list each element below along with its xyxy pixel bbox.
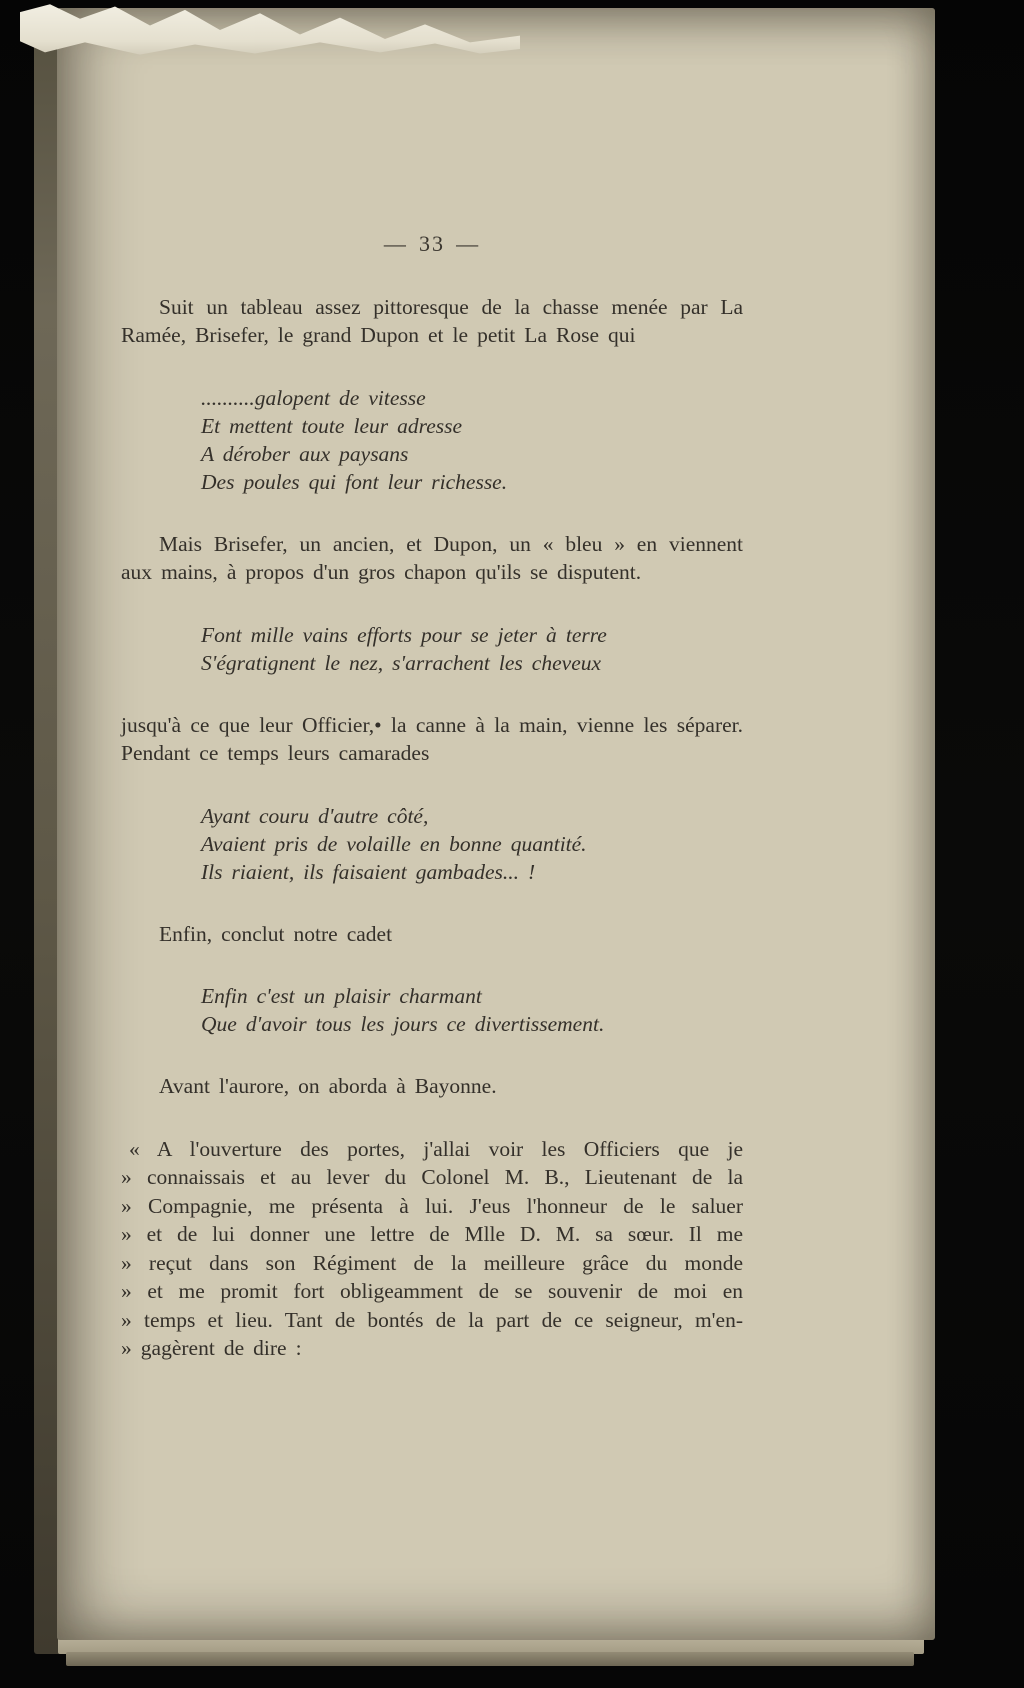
quote-line: » gagèrent de dire : <box>121 1336 302 1360</box>
verse-line: Et mettent toute leur adresse <box>201 413 463 438</box>
verse-stanza <box>201 802 743 886</box>
paragraph: jusqu'à ce que leur Officier,• la canne à la main, vienne les séparer. Pendant ce temps leurs camarades <box>121 712 743 765</box>
quote-line: » Compagnie, me présenta à lui. J'eus l'honneur de le saluer <box>121 1193 743 1218</box>
verse-line: Ayant couru d'autre côté, <box>201 803 429 828</box>
paragraph: Suit un tableau assez pittoresque de la chasse menée par La Ramée, Brisefer, le grand Dupon et le petit La Rose qui <box>121 294 743 347</box>
paragraph: Avant l'aurore, on aborda à Bayonne. <box>159 1074 497 1098</box>
book-page <box>57 8 935 1640</box>
stacked-page-edge <box>66 1652 914 1666</box>
quote-line: « A l'ouverture des portes, j'allai voir les Officiers que je <box>129 1136 743 1161</box>
verse-line: ..........galopent de vitesse <box>201 385 426 410</box>
verse-line: Des poules qui font leur richesse. <box>201 469 508 494</box>
paragraph: Mais Brisefer, un ancien, et Dupon, un « bleu » en viennent aux mains, à propos d'un gros chapon qu'ils se disputent. <box>121 531 743 584</box>
verse-line: Font mille vains efforts pour se jeter à terre <box>201 622 607 647</box>
verse-stanza <box>201 982 743 1038</box>
verse-line: Avaient pris de volaille en bonne quantité. <box>201 831 587 856</box>
quote-line: » reçut dans son Régiment de la meilleure grâce du monde <box>121 1250 743 1275</box>
quoted-passage <box>121 1135 743 1363</box>
verse-line: Ils riaient, ils faisaient gambades... ! <box>201 859 536 884</box>
quote-line: » temps et lieu. Tant de bontés de la part de ce seigneur, m'en- <box>121 1307 743 1332</box>
page-number: — 33 — <box>383 231 481 256</box>
page-text-column <box>121 8 743 1363</box>
verse-line: S'égratignent le nez, s'arrachent les cheveux <box>201 650 602 675</box>
quote-line: » et de lui donner une lettre de Mlle D. M. sa sœur. Il me <box>121 1222 743 1246</box>
quote-line: » connaissais et au lever du Colonel M. B., Lieutenant de la <box>121 1165 743 1189</box>
paragraph: Enfin, conclut notre cadet <box>159 921 393 946</box>
quote-line: » et me promit fort obligeamment de se souvenir de moi en <box>121 1279 743 1303</box>
verse-line: A dérober aux paysans <box>201 441 409 466</box>
verse-line: Que d'avoir tous les jours ce divertissement. <box>201 1012 605 1036</box>
verse-stanza <box>201 384 743 496</box>
verse-line: Enfin c'est un plaisir charmant <box>201 984 482 1008</box>
verse-stanza <box>201 621 743 677</box>
